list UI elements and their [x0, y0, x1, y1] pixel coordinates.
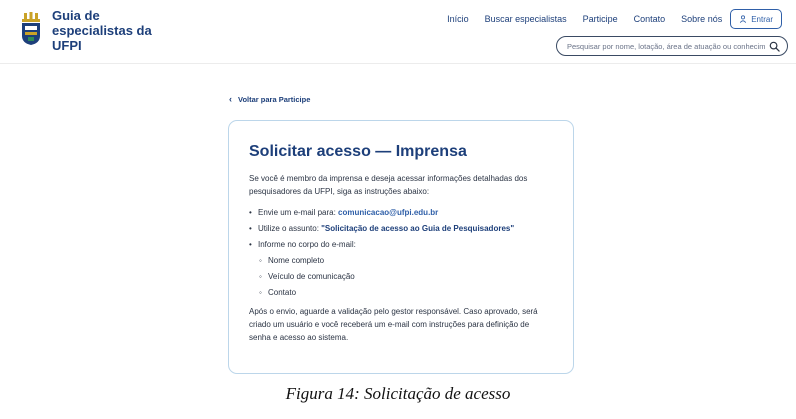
email-instruction-label: Envie um e-mail para:: [258, 208, 339, 217]
page-title: Solicitar acesso — Imprensa: [249, 143, 467, 160]
subject-instruction-label: Utilize o assunto:: [258, 224, 322, 233]
instructions-list: [249, 205, 553, 253]
nav-participe[interactable]: Participe: [582, 14, 618, 24]
email-link[interactable]: comunicacao@ufpi.edu.br: [338, 208, 439, 217]
list-item-field: ◦ Contato: [249, 285, 553, 301]
user-icon: [739, 15, 747, 23]
site-title-line1: Guia de: [52, 8, 100, 23]
search-icon[interactable]: [769, 41, 780, 52]
nav-buscar-especialistas[interactable]: Buscar especialistas: [484, 14, 567, 24]
ufpi-logo-icon[interactable]: [20, 12, 42, 46]
intro-text: Se você é membro da imprensa e deseja acessar informações detalhadas dos pesquisadores da UFPI, siga as instruções abaixo:: [249, 174, 528, 196]
list-item: [249, 205, 553, 221]
main-nav: [447, 9, 782, 29]
list-item-field: ◦ Nome completo: [249, 253, 553, 269]
search-input[interactable]: [567, 40, 765, 53]
list-item: [249, 237, 553, 253]
back-link-label: Voltar para Participe: [238, 94, 311, 104]
site-header: [0, 0, 796, 64]
required-fields-list: [249, 253, 553, 301]
site-title-line2: especialistas da: [52, 23, 152, 38]
login-label: Entrar: [751, 14, 773, 24]
list-item: [249, 221, 553, 237]
outro-text: Após o envio, aguarde a validação pelo gestor responsável. Caso aprovado, será criado um usuário e você receberá um e-mail com instruções para definição de senha e acesso ao sistema.: [249, 307, 538, 342]
nav-contato[interactable]: Contato: [633, 14, 666, 24]
email-subject: "Solicitação de acesso ao Guia de Pesquisadores": [321, 224, 515, 233]
site-title-line3: UFPI: [52, 38, 82, 53]
chevron-left-icon: ‹: [229, 94, 232, 104]
body-instruction-label: Informe no corpo do e-mail:: [258, 240, 356, 249]
nav-sobre-nos[interactable]: Sobre nós: [681, 14, 723, 24]
back-link[interactable]: [229, 94, 310, 104]
access-request-card: [228, 120, 574, 374]
login-button[interactable]: [730, 9, 782, 29]
figure-caption: Figura 14: Solicitação de acesso: [285, 384, 511, 403]
list-item-field: ◦ Veículo de comunicação: [249, 269, 553, 285]
site-title[interactable]: [52, 8, 162, 53]
nav-inicio[interactable]: Início: [447, 14, 469, 24]
search-bar: [556, 36, 788, 56]
